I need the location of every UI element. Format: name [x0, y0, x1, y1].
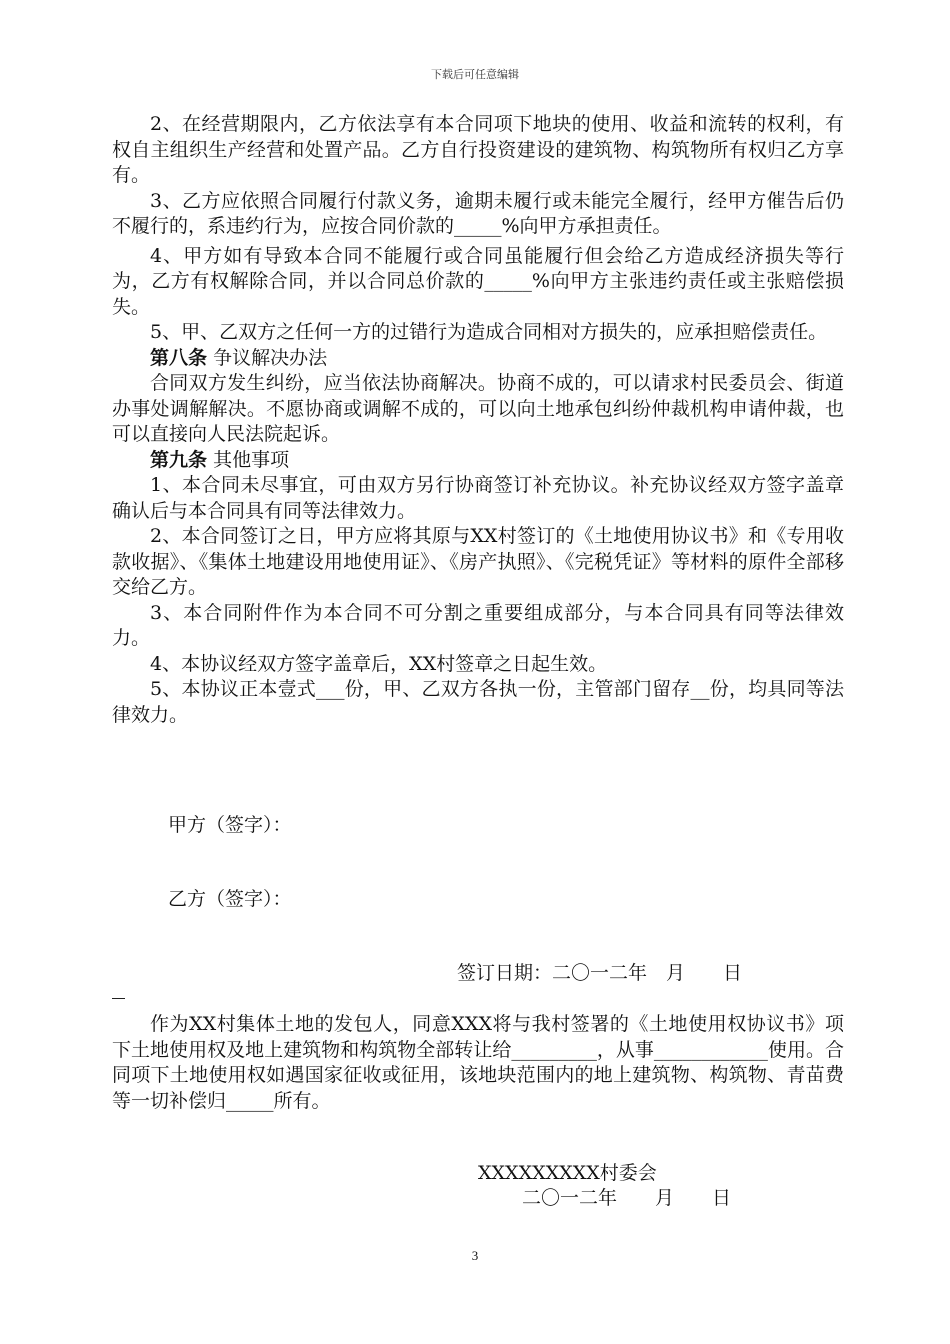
party-b-signature: 乙方（签字）：	[168, 888, 292, 910]
article-9-number: 第九条	[150, 448, 208, 471]
article-8-title: 争议解决办法	[213, 346, 328, 369]
village-committee-name: XXXXXXXXX村委会	[478, 1162, 657, 1184]
article-9-item: 5、本协议正本壹式___份，甲、乙双方各执一份，主管部门留存__份，均具同等法律效力。	[112, 678, 844, 726]
article-9-item: 4、本协议经双方签字盖章后，XX村签章之日起生效。	[150, 652, 608, 675]
article-9-item: 1、本合同未尽事宜，可由双方另行协商签订补充协议。补充协议经双方签字盖章确认后与本合同具有同等法律效力。	[112, 474, 844, 522]
page-number: 3	[471, 1248, 479, 1263]
consent-section	[112, 1012, 844, 1114]
contract-body	[112, 112, 844, 728]
article-9-item: 3、本合同附件作为本合同不可分割之重要组成部分，与本合同具有同等法律效力。	[112, 601, 844, 649]
clause-paragraph: 2、在经营期限内，乙方依法享有本合同项下地块的使用、收益和流转的权利，有权自主组织生产经营和处置产品。乙方自行投资建设的建筑物、构筑物所有权归乙方享有。	[112, 113, 844, 186]
article-9-item: 2、本合同签订之日，甲方应将其原与XX村签订的《土地使用协议书》和《专用收款收据》、《集体土地建设用地使用证》、《房产执照》、《完税凭证》等材料的原件全部移交给乙方。	[112, 525, 844, 598]
separator-mark	[112, 998, 125, 999]
committee-date: 二〇一二年 月 日	[522, 1187, 732, 1209]
page-header-note: 下载后可任意编辑	[431, 68, 519, 81]
article-8-heading-line	[112, 346, 844, 372]
article-8-body: 合同双方发生纠纷，应当依法协商解决。协商不成的，可以请求村民委员会、街道办事处调解解决。不愿协商或调解不成的，可以向土地承包纠纷仲裁机构申请仲裁，也可以直接向人民法院起诉。	[112, 372, 844, 445]
clause-paragraph: 4、甲方如有导致本合同不能履行或合同虽能履行但会给乙方造成经济损失等行为，乙方有权解除合同，并以合同总价款的_____%向甲方主张违约责任或主张赔偿损失。	[112, 244, 844, 318]
party-a-signature: 甲方（签字）：	[168, 814, 292, 836]
clause-paragraph: 5、甲、乙双方之任何一方的过错行为造成合同相对方损失的，应承担赔偿责任。	[150, 321, 828, 343]
article-9-title: 其他事项	[213, 448, 290, 471]
article-9-heading-line	[112, 448, 844, 474]
consent-text: 作为XX村集体土地的发包人，同意XXX将与我村签署的《土地使用权协议书》项下土地使用权及地上建筑物和构筑物全部转让给_________，从事____________使用。合同项下土地使用权如遇国家征收或征用，该地块范围内的地上建筑物、构筑物、青苗费等一切补偿归_____所有。	[112, 1013, 844, 1112]
article-8-number: 第八条	[150, 346, 208, 369]
clause-paragraph: 3、乙方应依照合同履行付款义务，逾期未履行或未能完全履行，经甲方催告后仍不履行的，系违约行为，应按合同价款的_____%向甲方承担责任。	[112, 189, 844, 237]
signing-date: 签订日期：二〇一二年 月 日	[457, 962, 743, 984]
